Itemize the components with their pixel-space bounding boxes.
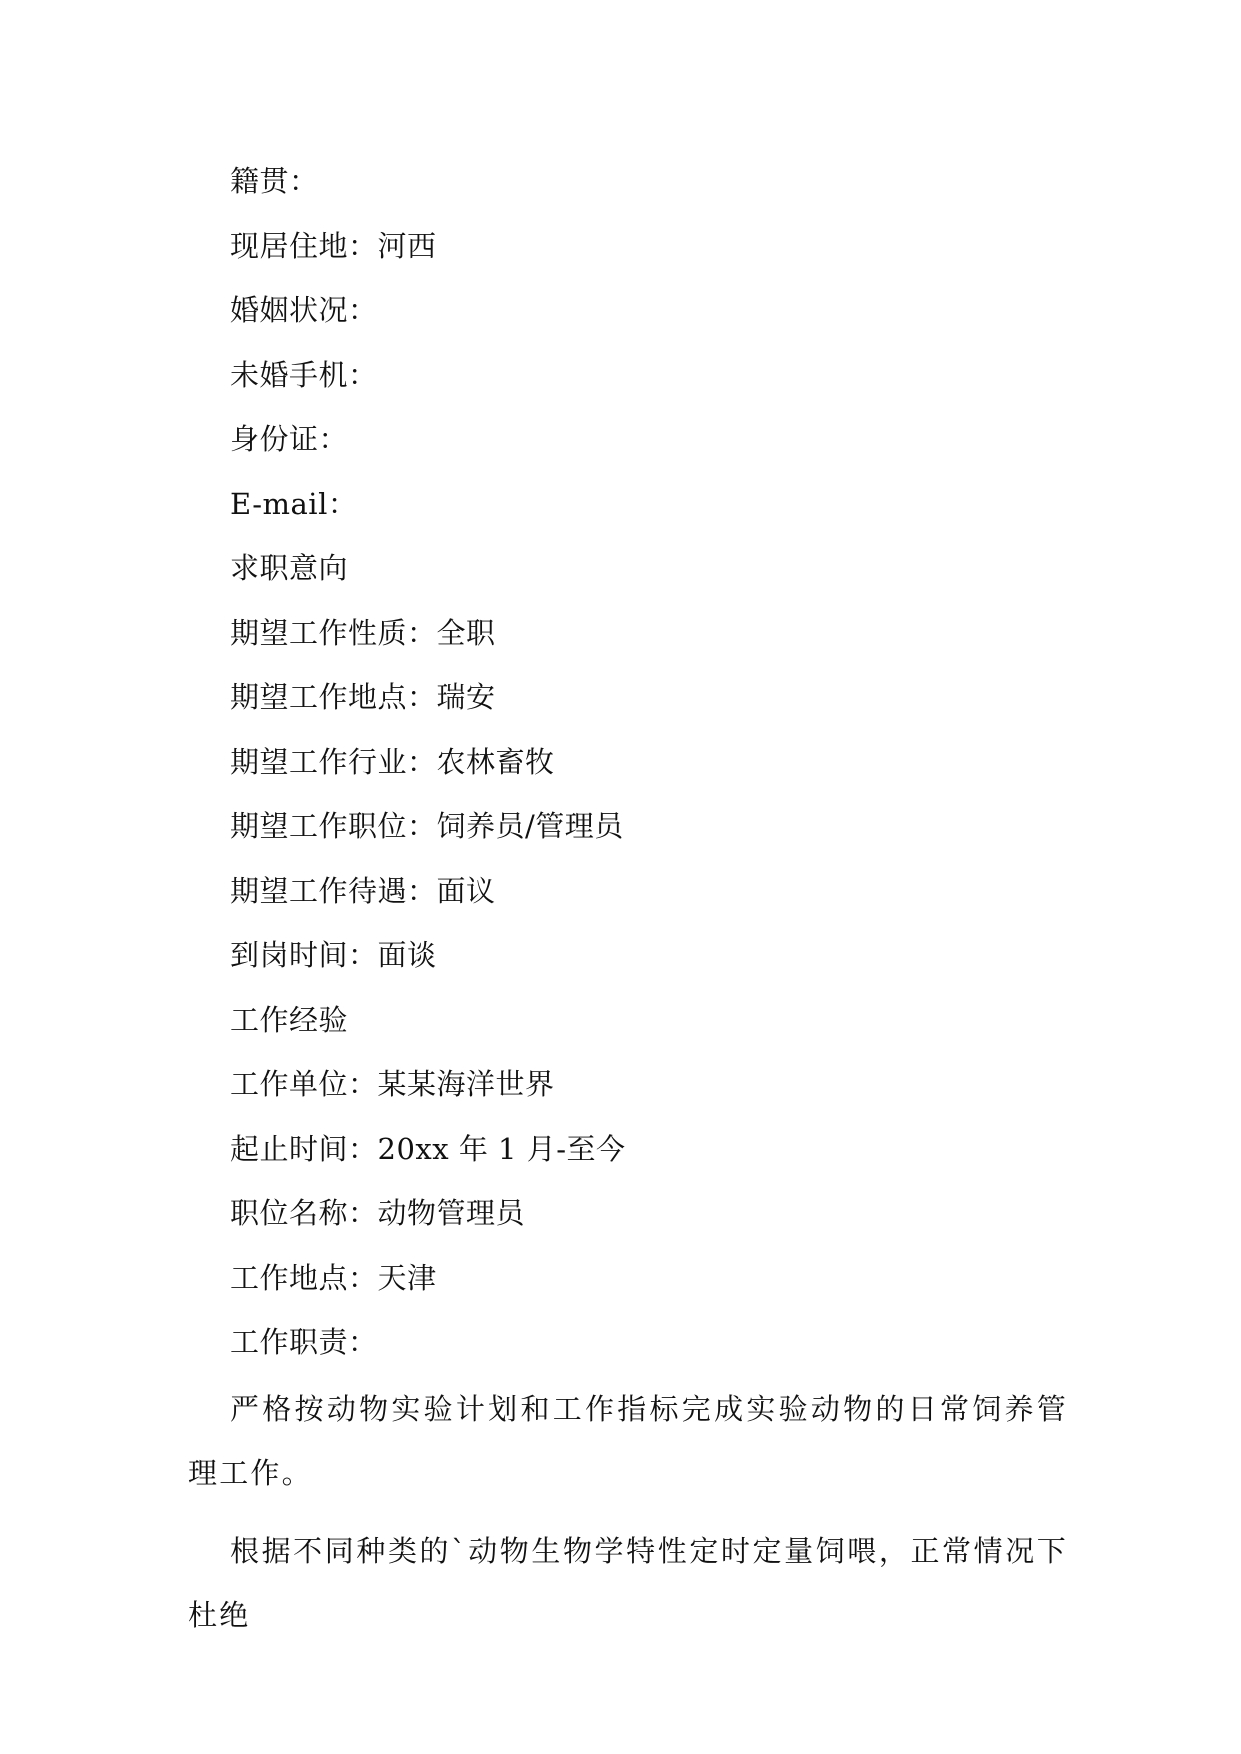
field-native-place: 籍贯： [230, 164, 319, 198]
field-email: E-mail： [230, 487, 358, 521]
responsibility-paragraph-2: 根据不同种类的`动物生物学特性定时定量饲喂，正常情况下杜绝 [188, 1534, 1068, 1632]
field-responsibilities: 工作职责： [230, 1325, 378, 1359]
field-mobile: 未婚手机： [230, 358, 378, 392]
responsibility-paragraph-1: 严格按动物实验计划和工作指标完成实验动物的日常饲养管理工作。 [188, 1392, 1068, 1490]
field-job-title: 职位名称：动物管理员 [230, 1196, 526, 1230]
field-expected-location: 期望工作地点：瑞安 [230, 680, 496, 714]
field-current-residence: 现居住地：河西 [230, 229, 437, 263]
section-heading-job-intention: 求职意向 [230, 551, 349, 585]
field-employer: 工作单位：某某海洋世界 [230, 1067, 555, 1101]
field-work-location: 工作地点：天津 [230, 1261, 437, 1295]
field-expected-salary: 期望工作待遇：面议 [230, 874, 496, 908]
field-period: 起止时间：20xx 年 1 月-至今 [230, 1132, 626, 1166]
field-expected-industry: 期望工作行业：农林畜牧 [230, 745, 555, 779]
section-heading-work-experience: 工作经验 [230, 1003, 349, 1037]
field-expected-job-type: 期望工作性质：全职 [230, 616, 496, 650]
field-expected-position: 期望工作职位：饲养员/管理员 [230, 809, 624, 843]
field-marital-status: 婚姻状况： [230, 293, 378, 327]
field-id-card: 身份证： [230, 422, 349, 456]
field-start-date: 到岗时间：面谈 [230, 938, 437, 972]
